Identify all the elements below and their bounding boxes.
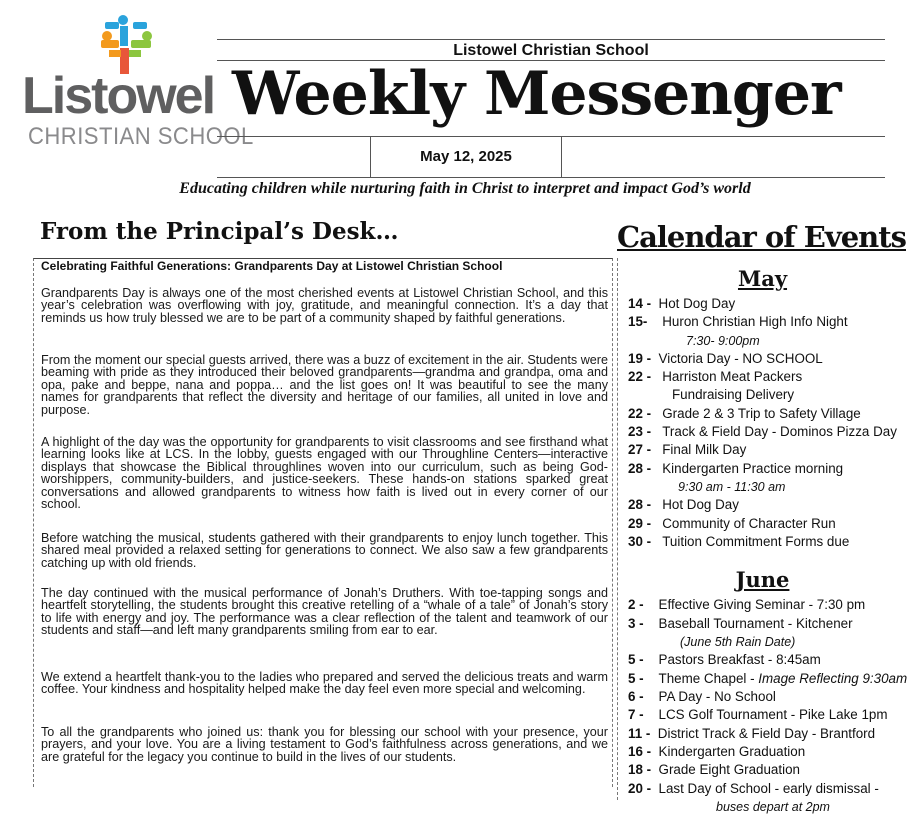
calendar-event: 11 - District Track & Field Day - Brantford [628,726,876,741]
calendar-event: 23 - Track & Field Day - Dominos Pizza Day [628,424,897,439]
calendar-event: 27 - Final Milk Day [628,442,747,457]
calendar-event: 7 - LCS Golf Tournament - Pike Lake 1pm [628,707,888,722]
masthead-rule-top [217,39,885,40]
calendar-event: 19 - Victoria Day - NO SCHOOL [628,351,823,366]
school-motto: Educating children while nurturing faith in Christ to interpret and impact God’s world [179,180,751,197]
calendar-heading: Calendar of Events [617,220,906,254]
calendar-event: 16 - Kindergarten Graduation [628,744,806,759]
logo-subtitle: CHRISTIAN SCHOOL [28,123,254,150]
principal-article-frame [33,258,613,787]
calendar-event: 6 - PA Day - No School [628,689,776,704]
masthead-school-name: Listowel Christian School [453,42,649,59]
calendar-event: 14 - Hot Dog Day [628,296,736,311]
article-paragraph: Before watching the musical, students gathered with their grandparents to enjoy lunch together. This shared meal provided a relaxed setting for generations to connect. We also saw a few grandparents catching up with old friends. [41,531,608,570]
newsletter-title: Weekly Messenger [232,59,841,129]
calendar-divider [617,258,619,800]
month-heading-june: June [735,567,790,592]
article-paragraph: Grandparents Day is always one of the most cherished events at Listowel Christian School, and this year’s celebration was overflowing with joy, gratitude, and meaningful connection. It’s a day that reminds us how truly blessed we are to be part of a community shaped by faithful generations. [41,286,608,325]
article-paragraph: From the moment our special guests arrived, there was a buzz of excitement in the air. Students were beaming with pride as they introduced their beloved grandparents—grandma and grandpa, oma and opa, pake and beppe, nana and poppa… and the list goes on! It was beautiful to see the many names for grandparents that reflect the diversity and heritage of our families, all united in love and purpose. [41,353,608,417]
calendar-event-detail: (June 5th Rain Date) [680,635,796,649]
principal-section-heading: From the Principal’s Desk… [40,218,399,245]
article-paragraph: We extend a heartfelt thank-you to the ladies who prepared and served the delicious treats and warm coffee. Your kindness and hospitality helped make the day feel even more special and welcoming. [41,670,608,697]
calendar-event-detail: Fundraising Delivery [672,387,795,402]
issue-date: May 12, 2025 [370,137,562,177]
calendar-event-detail: buses depart at 2pm [716,800,830,814]
calendar-event: 28 - Kindergarten Practice morning [628,461,844,476]
article-title: Celebrating Faithful Generations: Grandparents Day at Listowel Christian School [41,259,503,273]
calendar-event: 28 - Hot Dog Day [628,497,739,512]
calendar-event: 22 - Harriston Meat Packers [628,369,803,384]
calendar-event-detail: 9:30 am - 11:30 am [678,480,786,494]
article-paragraph: A highlight of the day was the opportunity for grandparents to visit classrooms and see firsthand what learning looks like at LCS. In the lobby, guests engaged with our Throughline Centers—interactive displays that showcase the Biblical throughlines woven into our curriculum, such as being God-worshippers, community-builders, and justice-seekers. These hands-on stations sparked great conversations and allowed grandparents to witness how faith is lived out in every corner of our school. [41,435,608,512]
calendar-event: 22 - Grade 2 & 3 Trip to Safety Village [628,406,861,421]
calendar-event: 30 - Tuition Commitment Forms due [628,534,850,549]
calendar-event: 15- Huron Christian High Info Night [628,314,848,329]
month-heading-may: May [737,266,788,291]
article-paragraph: To all the grandparents who joined us: thank you for blessing our school with your presence, your prayers, and your love. You are a living testament to God’s faithfulness across generations, and we are grateful for the legacy you continue to build in the lives of our students. [41,725,608,764]
calendar-event: 5 - Theme Chapel - Image Reflecting 9:30am [628,671,908,686]
calendar-event: 5 - Pastors Breakfast - 8:45am [628,652,821,667]
calendar-event-detail: 7:30- 9:00pm [686,334,760,348]
masthead-rule-4 [217,177,885,178]
article-paragraph: The day continued with the musical performance of Jonah’s Druthers. With toe-tapping songs and heartfelt storytelling, the students brought this creative retelling of a “whale of a tale” of Jonah’s story to life with energy and joy. The performance was a clear reflection of the talent and teamwork of our students and staff—and left many grandparents smiling from ear to ear. [41,586,608,638]
logo-wordmark: Listowel [22,67,215,125]
calendar-event: 20 - Last Day of School - early dismissal - [628,781,879,796]
calendar-event: 29 - Community of Character Run [628,516,836,531]
calendar-event: 2 - Effective Giving Seminar - 7:30 pm [628,597,866,612]
calendar-event: 18 - Grade Eight Graduation [628,762,800,777]
calendar-event: 3 - Baseball Tournament - Kitchener [628,616,853,631]
